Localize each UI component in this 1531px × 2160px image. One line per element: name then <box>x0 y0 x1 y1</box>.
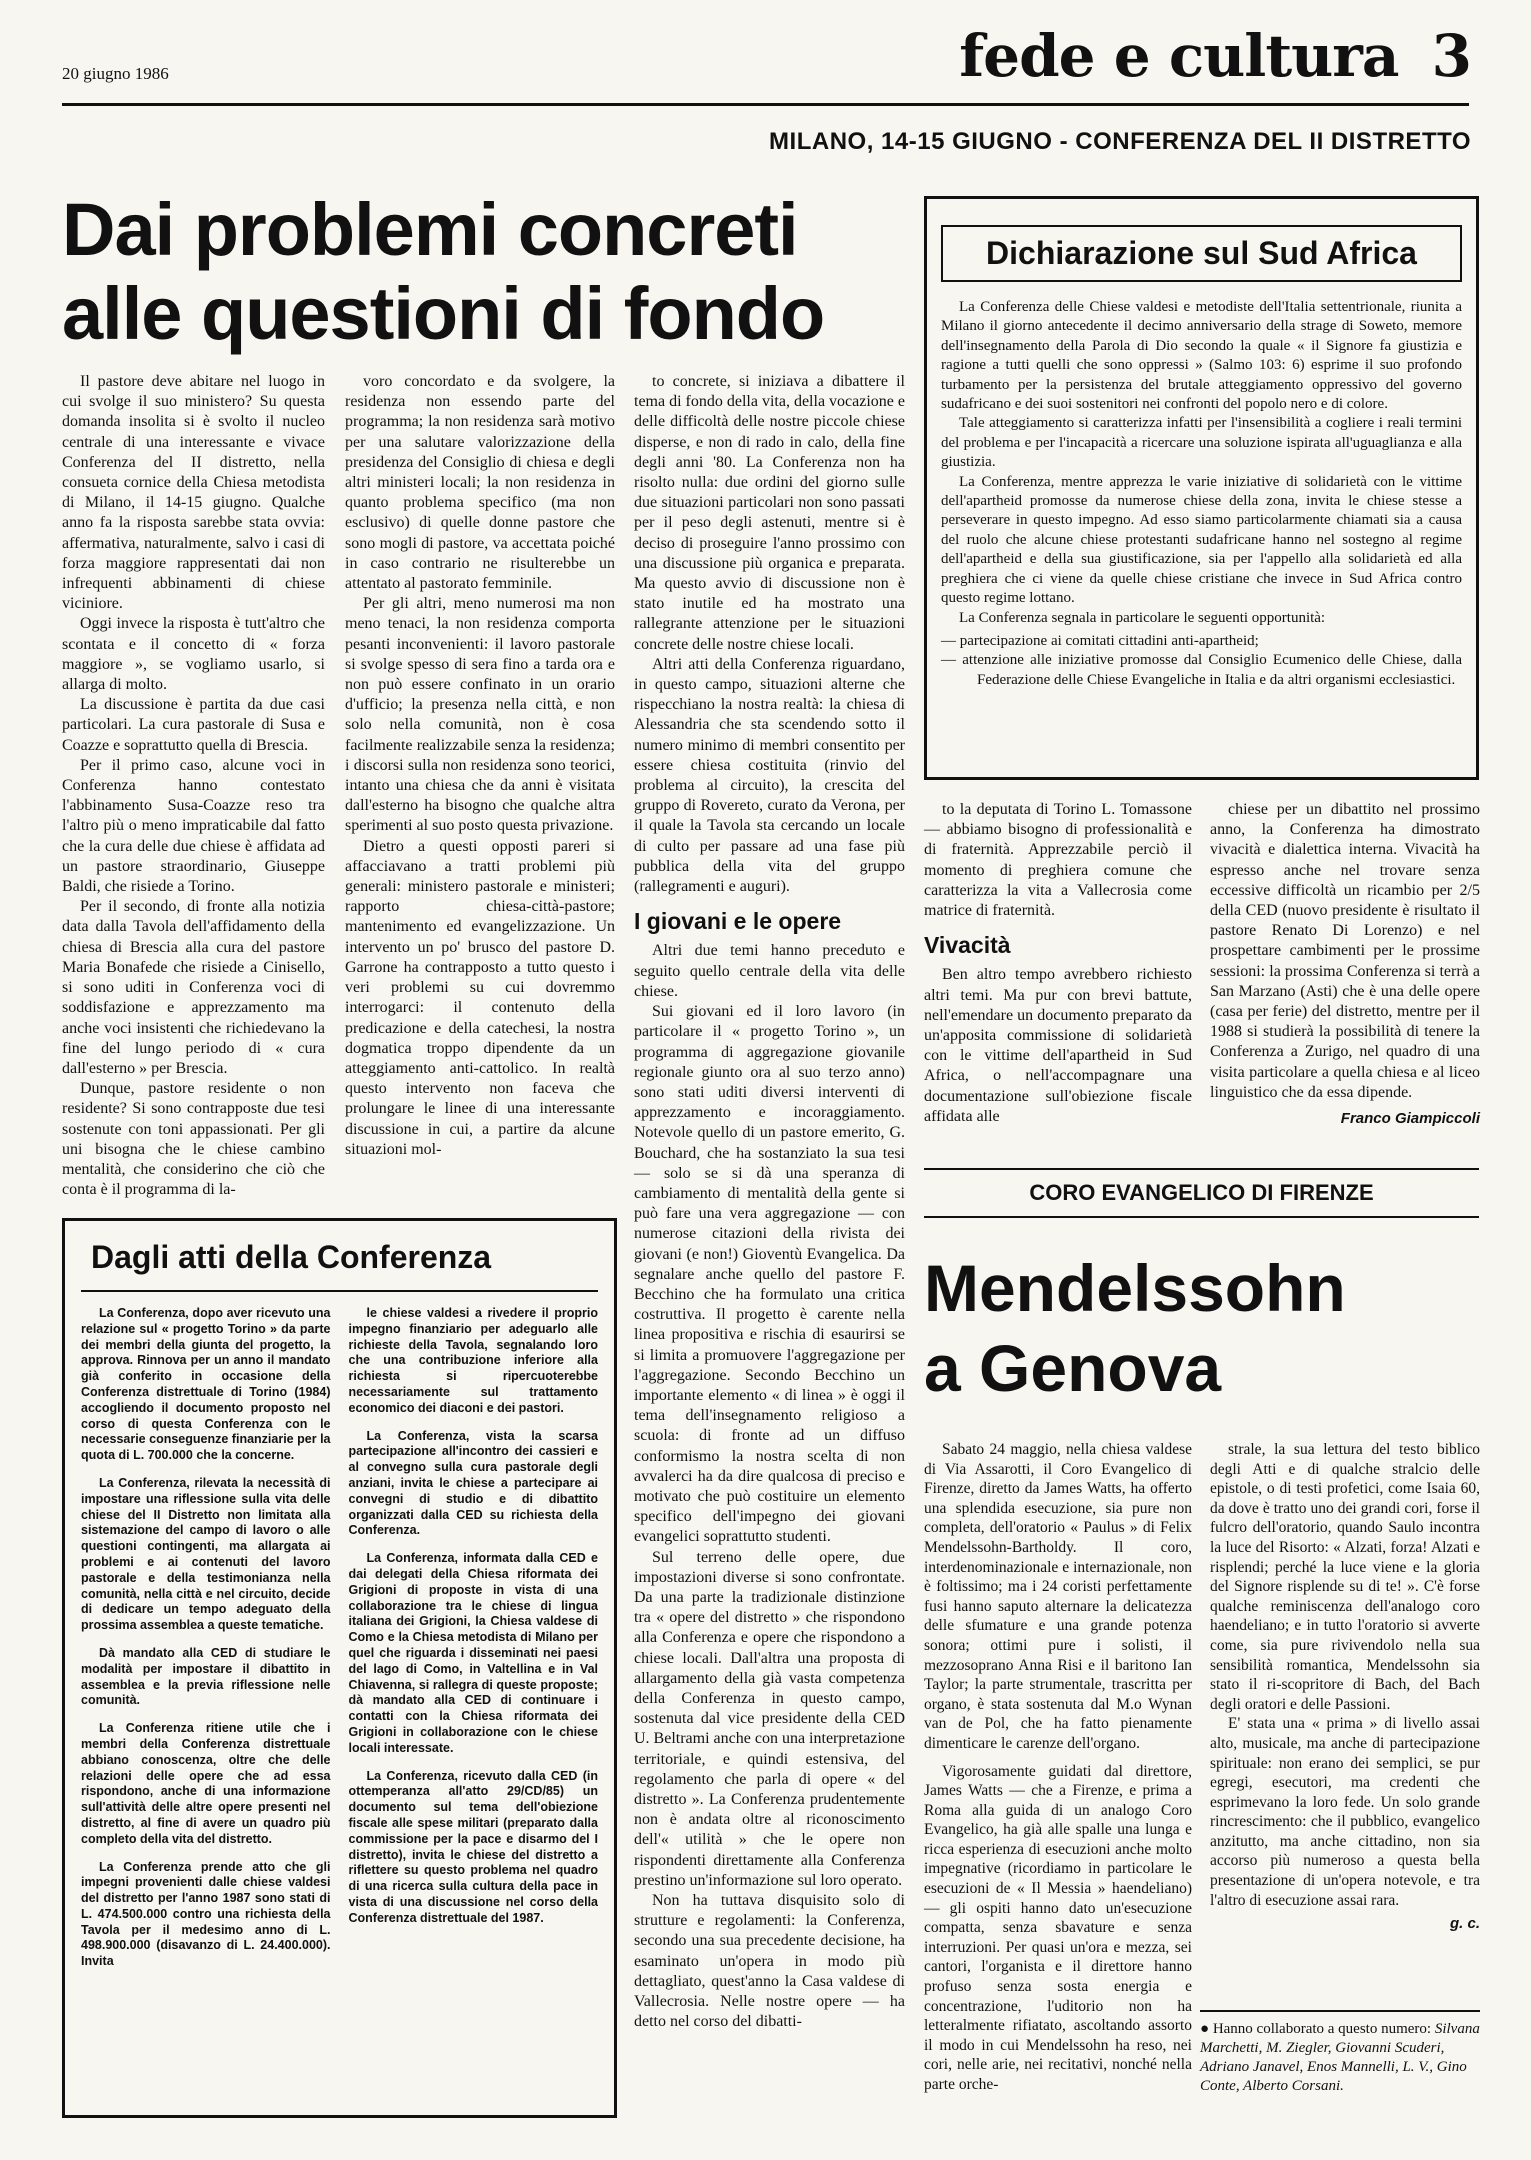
collaborators-note <box>1200 2020 1480 2096</box>
main-headline-line-2: alle questioni di fondo <box>62 272 825 355</box>
bullet-icon: ● <box>1200 2021 1210 2037</box>
mendelssohn-signature: g. c. <box>1449 1915 1480 1933</box>
subhead-giovani: I giovani e le opere <box>634 908 842 935</box>
main-col-5 <box>1210 800 1480 1129</box>
paragraph: to concrete, si iniziava a dibattere il tema di fondo della vita, della vocazione e delle difficoltà delle nostre piccole chiese disperse, e non di rado in calo, della fine degli anni '80. La Conferenza non ha risolto nulla: due ordini del giorno sulle due situazioni particolari non sono passati per il peso degli astenuti, mentre si è deciso di proseguire l'anno prossimo con una discussione più organica e preparata. Ma questo avvio di discussione non è stato inutile ed ha mostrato una rallegrante attenzione per le situazioni concrete delle nostre chiese locali. <box>634 373 905 653</box>
page-number: 3 <box>1431 22 1471 90</box>
mendelssohn-col-1 <box>924 1440 1192 2095</box>
paragraph: Per il secondo, di fronte alla notizia data dalla Tavola dell'affidamento della chiesa di Brescia alla cura del pastore Maria Bonafede che risiede a Cinisello, si sono uditi in Conferenza voci di soddisfazione e apprezzamento ma anche voci insistenti che richiedevano la fine del lungo periodo di « cura dall'esterno » per Brescia. <box>62 898 325 1077</box>
paragraph: La Conferenza, ricevuto dalla CED (in ottemperanza all'atto 29/CD/85) un documento sul tema dell'obiezione fiscale alle spese militari (preparato dalla commissione per la pace e disarmo del I distretto), invita le chiese del distretto a riflettere su questo problema nel quadro di una ricerca sulla cultura della pace in vista di una discussione nel corso della Conferenza distrettuale del 1987. <box>348 1768 598 1925</box>
paragraph: Ben altro tempo avrebbero richiesto altri temi. Ma pur con brevi battute, nell'emendare un documento preparato da un'apposita commissione di solidarietà con le vittime dell'apartheid in Sud Africa, o nell'accompagnare una documentazione sull'obiezione fiscale affidata alle <box>924 966 1192 1125</box>
atti-box <box>62 1218 617 2118</box>
paragraph: Dunque, pastore residente o non residente? Si sono contrapposte due tesi sostenute con toni appassionati. Per gli uni bisogna che le chiese cambino mentalità, che considerino che ciò che conta è il programma di la- <box>62 1080 325 1199</box>
paragraph: Dà mandato alla CED di studiare le modalità per impostare il dibattito in assemblea e la previa riflessione nelle comunità. <box>81 1645 331 1708</box>
paragraph: Sul terreno delle opere, due impostazioni diverse si sono confrontate. Da una parte la tradizionale distinzione tra « opere del distretto » che rispondono alla Conferenza e opere che rispondono a chiese locali. Dall'altra una proposta di allargamento della già vasta competenza della Conferenza in questo campo, sostenuta dal vice presidente della CED U. Beltrami anche con una interpretazione territoriale, e quindi estensiva, del regolamento che parla di opere « del distretto ». La Conferenza prudentemente non è andata oltre al riconoscimento dell'« utilità » che le opere non rispondenti direttamente alla Conferenza prestino un'informazione sul loro operato. <box>634 1548 905 1889</box>
mendelssohn-headline-line-2: a Genova <box>924 1331 1222 1405</box>
section-name: fede e cultura <box>959 22 1399 90</box>
paragraph: chiese per un dibattito nel prossimo anno, la Conferenza ha dimostrato vivacità e dialettica interna. Vivacità ha espresso anche nel trovare senza eccessive difficoltà un ricambio per 2/5 della CED (nuovo presidente è risultato il pastore Renato Di Lorenzo) e nel prospettare cambimenti per le prossime sessioni: la prossima Conferenza si terrà a San Marzano (Asti) che è una delle opere (casa per ferie) del distretto, mentre per il 1988 si studierà la possibilità di tenere la Conferenza a Zurigo, nel quadro di una visita particolare a quella chiesa e al liceo linguistico che da essa dipende. <box>1210 801 1480 1101</box>
paragraph: La Conferenza, dopo aver ricevuto una relazione sul « progetto Torino » da parte dei membri della giunta del progetto, la approva. Rinnova per un anno il mandato già conferito in occasione della Conferenza distrettuale di Torino (1984) accogliendo il documento proposto nel corso di questa Conferenza con le necessarie conseguenze finanziarie per la quota di L. 700.000 che la concerne. <box>81 1306 331 1463</box>
paragraph: La Conferenza, mentre apprezza le varie iniziative di solidarietà con le vittime dell'apartheid promosse da numerose chiese della zona, invita le chiese stesse a perseverare in questo impegno. Ad esso siamo particolarmente chiamati sia a causa del ruolo che alcune chiese protestanti sudafricane hanno nel sostegno al regime dell'apartheid e della sua giustificazione, sia per l'appello alla solidarietà ed alla preghiera che ci viene da quelle chiese cristiane che invece in Sud Africa contro questo regime lottano. <box>941 473 1462 607</box>
main-col-2 <box>345 372 615 1160</box>
list-item: — attenzione alle iniziative promosse dal Consiglio Ecumenico delle Chiese, dalla Federazione delle Chiese Evangeliche in Italia e da altri organismi ecclesiastici. <box>941 652 1462 688</box>
mendelssohn-col-2 <box>1210 1440 1480 1934</box>
paragraph: Altri due temi hanno preceduto e seguito quello centrale della vita delle chiese. <box>634 942 905 1000</box>
coro-rule-bottom <box>924 1216 1479 1218</box>
paragraph: Oggi invece la risposta è tutt'altro che scontata e il concetto di « forza maggiore », se vogliamo usarlo, si allarga di molto. <box>62 615 325 694</box>
paragraph: La Conferenza delle Chiese valdesi e metodiste dell'Italia settentrionale, riunita a Milano il giorno antecedente il decimo anniversario della strage di Soweto, memore dell'insegnamento della Parola di Dio secondo la quale « il Signore fa giustizia e ragione a tutti quelli che sono oppressi » (Salmo 103: 6) esprime il suo profondo turbamento per la persistenza del brutale atteggiamento oppressivo del governo sudafricano e dei suoi sostenitori nei confronti del popolo nero e di colore. <box>941 299 1462 413</box>
subhead-vivacita: Vivacità <box>924 932 1011 959</box>
sud-africa-box <box>924 196 1479 780</box>
paragraph: La Conferenza segnala in particolare le seguenti opportunità: <box>959 609 1326 626</box>
paragraph: Altri atti della Conferenza riguardano, in questo campo, situazioni alterne che rispecchiano la nostra realtà: la chiesa di Alessandria che sta scendendo sotto il numero minimo di membri consentito per essere chiesa costituita (rinvio del problema al circuito), la crescita del gruppo di Rovereto, curato da Verona, per il quale la Tavola sta cercando un locale di culto per passare ad una fase più pubblica della vita del gruppo (rallegramenti e auguri). <box>634 655 905 896</box>
paragraph: La Conferenza, informata dalla CED e dai delegati della Chiesa riformata dei Grigioni di proposte in vista di una collaborazione tra le chiese di lingua italiana dei Grigioni, la Chiesa valdese di Como e la Chiesa metodista di Milano per quel che riguarda i disseminati nei paesi del lago di Como, in Valtellina e in Val Chiavenna, si rallegra di queste proposte; dà mandato alla CED di continuare i contatti con la Chiesa riformata dei Grigioni in collaborazione con le chiese locali interessate. <box>348 1551 598 1755</box>
mendelssohn-headline <box>924 1248 1484 1408</box>
paragraph: to la deputata di Torino L. Tomassone — abbiamo bisogno di professionalità e di fraternità. Apprezzabile perciò il momento di preghiera comune che caratterizza la vita a Vallecrosia come matrice di fraternità. <box>924 801 1192 920</box>
list-item: — partecipazione ai comitati cittadini anti-apartheid; <box>941 632 1259 649</box>
page-kicker: MILANO, 14-15 GIUGNO - CONFERENZA DEL II DISTRETTO <box>769 128 1471 155</box>
paragraph: La Conferenza, vista la scarsa partecipazione all'incontro dei cassieri e al convegno sulla cura pastorale degli anziani, invita le chiese a partecipare ai convegni di studio e di dibattito organizzati dalla CED su richiesta della Conferenza. <box>348 1428 598 1538</box>
paragraph: La discussione è partita da due casi particolari. La cura pastorale di Susa e Coazze e soprattutto quella di Brescia. <box>62 696 325 754</box>
section-title <box>959 22 1471 90</box>
author-signature: Franco Giampiccoli <box>1340 1110 1480 1128</box>
paragraph: La Conferenza, rilevata la necessità di impostare una riflessione sulla vita delle chiese del II Distretto non limitata alla sistemazione del campo di lavoro o alle questioni contingenti, ma allargata ai problemi e ai contenuti del lavoro pastorale e della testimonianza nella comunità, nella città e nel circuito, decide di dedicare un tempo adeguato della prossima assemblea a queste tematiche. <box>81 1475 331 1633</box>
paragraph: le chiese valdesi a rivedere il proprio impegno finanziario per adeguarlo alle richieste della Tavola, segnalando loro che una contribuzione inferiore alla richiesta si ripercuoterebbe necessariamente sul trattamento economico dei diaconi e dei pastori. <box>348 1306 598 1415</box>
coro-rule-top <box>924 1168 1479 1170</box>
collab-rule <box>1200 2010 1480 2012</box>
paragraph: La Conferenza prende atto che gli impegni provenienti dalle chiese valdesi del distretto per l'anno 1987 sono stati di L. 474.500.000 contro una richiesta della Tavola per il medesimo anno di L. 498.900.000 (disavanzo di L. 24.400.000). Invita <box>81 1859 331 1969</box>
sud-africa-title: Dichiarazione sul Sud Africa <box>986 235 1417 271</box>
main-col-4 <box>924 800 1192 1127</box>
atti-col-1 <box>81 1306 331 1982</box>
paragraph: Sabato 24 maggio, nella chiesa valdese di Via Assarotti, il Coro Evangelico di Firenze, diretto da James Watts, ha offerto una splendida esecuzione, sia pure non completa, dell'oratorio « Paulus » di Felix Mendelssohn-Bartholdy. Il coro, interdenominazionale e internazionale, non è foltissimo; ma i 24 coristi perfettamente fusi hanno saputo alternare la delicatezza delle sfumature e una grande potenza sonora; ottimi pure i solisti, il mezzosoprano Anna Risi e il baritono Ian Taylor; la parte strumentale, trascritta per organo, è stata sostenuta dal M.o Wynan van de Pol, che ha fatto pienamente dimenticare le carenze dell'organo. <box>924 1441 1192 1752</box>
mendelssohn-headline-line-1: Mendelssohn <box>924 1251 1346 1325</box>
main-headline <box>62 188 902 356</box>
paragraph: Vigorosamente guidati dal direttore, James Watts — che a Firenze, e prima a Roma alla guida di un analogo Coro Evangelico, ha già alle spalle una lunga e ricca esperienza di esecuzioni anche molto impegnative (ricordiamo in particolare le esecuzioni de « Il Messia » haendeliano) — gli ospiti hanno dato un'esecuzione compatta, senza sbavature e senza interruzioni. Per quasi un'ora e mezza, sei cantori, l'organista e il direttore hanno profuso senza sosta energia e concentrazione, l'uditorio non ha letteralmente rifiatato, ascoltando assorto il modo in cui Mendelssohn ha reso, nei cori, nelle arie, nei recitativi, nonché nella parte orche- <box>924 1762 1192 2093</box>
paragraph: Dietro a questi opposti pareri si affacciavano a tratti problemi più generali: ministero pastorale e ministeri; rapporto chiesa-città-pastore; mantenimento ed evangelizzazione. Un intervento un po' brusco del pastore D. Garrone ha contrapposto a tutto questo i veri problemi su cui dovremmo interrogarci: il contenuto della predicazione e della catechesi, la nostra dogmatica troppo dipendente da un atteggiamento anti-cattolico. In realtà questo intervento non faceva che prolungare le linee di una interessante discussione in cui, a partire da alcune situazioni mol- <box>345 837 615 1158</box>
paragraph: E' stata una « prima » di livello assai alto, musicale, ma anche di partecipazione spirituale: non erano dei semplici, se pur egregi, esecutori, ma credenti che esprimevano la loro fede. Un solo grande rincrescimento: che il pubblico, evangelico anzitutto, ma anche cittadino, non sia accorso più numeroso a questa bella presentazione di un'opera notevole, e tra l'altro di esecuzione assai rara. <box>1210 1715 1480 1909</box>
paragraph: Non ha tuttava disquisito solo di strutture e regolamenti: la Conferenza, secondo una sua precedente decisione, ha esaminato un'opera in modo più dettagliato, quest'anno la Casa valdese di Vallecrosia. Nelle nostre opere — ha detto nel corso del dibatti- <box>634 1892 905 2031</box>
collaborators-names: Silvana Marchetti, M. Ziegler, Giovanni Scuderi, Adriano Janavel, Enos Mannelli, L. V., Gino Conte, Alberto Corsani. <box>1200 2021 1480 2094</box>
main-col-1 <box>62 372 325 1200</box>
issue-date: 20 giugno 1986 <box>62 64 169 83</box>
paragraph: Tale atteggiamento si caratterizza infatti per l'insensibilità a cogliere i reali termini del problema e per l'incapacità a ricercare una soluzione ispirata all'uguaglianza e alla giustizia. <box>941 415 1462 471</box>
collaborators-lead: Hanno collaborato a questo numero: <box>1212 2021 1432 2037</box>
paragraph: La Conferenza ritiene utile che i membri della Conferenza distrettuale abbiano conoscenza, oltre che delle relazioni delle opere che ad essa rispondono, anche di una informazione sull'attività delle altre opere presenti nel distretto, al fine di avere un quadro più completo della vita del distretto. <box>81 1721 331 1846</box>
atti-col-2 <box>349 1306 599 1982</box>
atti-columns <box>81 1306 598 1982</box>
sud-africa-text <box>941 298 1462 690</box>
paragraph: Per gli altri, meno numerosi ma non meno tenaci, la non residenza comporta pesanti inconvenienti: il lavoro pastorale si svolge spesso di sera fino a tarda ora e non può essere confinato in un orario d'ufficio; la presenza nella città, e non solo nella comunità, non è cosa facilmente realizzabile senza la residenza; i discorsi sulla non residenza sono teorici, intanto una chiesa che da anni è visitata dall'esterno ha bisogno che qualche altra sperimenti al suo posto questa privazione. <box>345 595 615 835</box>
coro-kicker: CORO EVANGELICO DI FIRENZE <box>1029 1180 1374 1205</box>
opportunities-list <box>941 632 1462 690</box>
atti-rule <box>81 1290 598 1292</box>
header-rule <box>62 103 1469 106</box>
main-col-3 <box>634 372 905 2032</box>
paragraph: Sui giovani ed il loro lavoro (in particolare il « progetto Torino », un programma di aggregazione giovanile regionale giunto ora al suo terzo anno) sono stati uditi diversi interventi di apprezzamento e incoraggiamento. Notevole quello di un pastore emerito, G. Bouchard, che ha sostanziato la sua tesi — solo se si dà una speranza di cambiamento di mentalità della gente si può fare una vera aggregazione — con numerose citazioni della rivista dei giovani (e non!) Gioventù Evangelica. Da segnalare anche quello del pastore F. Becchino che ha formulato una critica costruttiva. Il progetto è carente nella linea propositiva e rischia di esaurirsi se si limita a promuovere l'aggregazione per l'aggregazione. Secondo Becchino un importante elemento « di linea » è oggi il tema dell'insegnamento religioso a scuola: di fronte ad un diffuso conformismo la nostra scelta di non avvalerci ha da dire qualcosa di preciso e motivato che può costituire un elemento specifico dell'impegno dei giovani evangelici soprattutto studenti. <box>634 1003 905 1546</box>
main-headline-line-1: Dai problemi concreti <box>62 188 798 271</box>
paragraph: strale, la sua lettura del testo biblico degli Atti e di qualche stralcio delle epistole, o di testi profetici, come Isaia 60, da dove è tratto uno dei grandi cori, forse il fulcro dell'oratorio, quando Saulo incontra la luce del Risorto: « Alzati, forza! Alzati e risplendi; perché la luce viene e la gloria del Signore risplende su di te! ». C'è forse qualche reminiscenza dell'analogo coro haendeliano; e in tutto l'oratorio si avverte come, sia pure rivivendolo nella sua sensibilità romantica, Mendelssohn sia stato il ri-scopritore di Bach, del Bach degli oratori e delle Passioni. <box>1210 1441 1480 1713</box>
atti-title: Dagli atti della Conferenza <box>91 1239 492 1275</box>
paragraph: voro concordato e da svolgere, la residenza non essendo parte del programma; la non residenza sarà motivo per una salutare valorizzazione della presidenza del Consiglio di chiesa e degli altri ministeri locali; la non residenza in quanto problema specifico (ma non esclusivo) di quelle donne pastore che sono mogli di pastore, va accettata poiché in caso contrario ne risulterebbe un attentato al pastorato femminile. <box>345 373 615 593</box>
paragraph: Il pastore deve abitare nel luogo in cui svolge il suo ministero? Su questa domanda insolita si è svolto il nucleo centrale di una interessante e vivace Conferenza del II distretto, nella consueta cornice della Chiesa metodista di Milano, il 14-15 giugno. Qualche anno fa la risposta sarebbe stata ovvia: affermativa, naturalmente, salvo i casi di forza maggiore rappresentati dai non infrequenti abbinamenti di chiese viciniore. <box>62 373 325 613</box>
paragraph: Per il primo caso, alcune voci in Conferenza hanno contestato l'abbinamento Susa-Coazze reso tra l'altro più o meno impraticabile dal fatto che la cura delle due chiese è affidata ad un pastore straordinario, Giuseppe Baldi, che risiede a Torino. <box>62 756 325 896</box>
sud-africa-title-frame <box>941 225 1462 282</box>
